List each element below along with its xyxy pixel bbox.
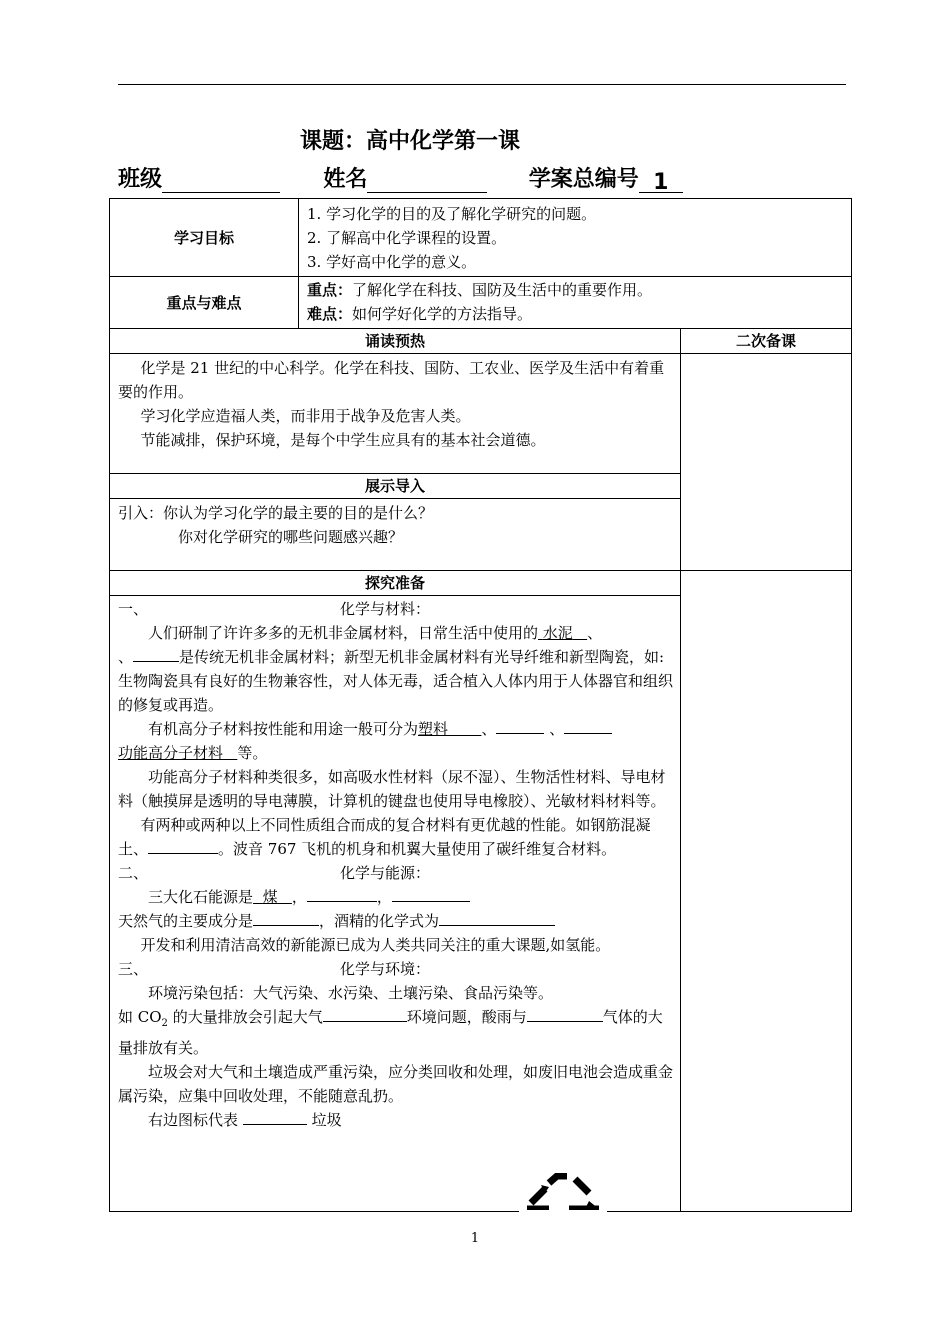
section-2-title: 化学与能源：	[340, 864, 431, 882]
pollution-text: 环境污染包括：大气污染、水污染、土壤污染、食品污染等。	[148, 984, 554, 1002]
number-value: 1	[639, 170, 683, 193]
blank-polymer-2[interactable]	[496, 717, 544, 734]
class-label: 班级	[118, 167, 163, 192]
lesson-table	[109, 198, 852, 1212]
reading-p3: 节能减排，保护环境，是每个中学生应具有的基本社会道德。	[140, 431, 546, 449]
revision-notes-2[interactable]	[681, 571, 852, 1212]
revision-notes-1[interactable]	[681, 354, 852, 571]
page-title: 课题：高中化学第一课	[300, 129, 521, 154]
fill-functional-polymer: 功能高分子材料	[118, 744, 224, 762]
page-number: 1	[470, 1231, 480, 1246]
materials-text: 人们研制了许许多多的无机非金属材料，日常生活中使用的	[148, 624, 539, 642]
class-blank[interactable]	[162, 170, 280, 193]
blank-composite[interactable]	[148, 837, 218, 854]
icon-question-text: 右边图标代表	[148, 1111, 239, 1129]
reading-header: 诵读预热	[110, 329, 681, 354]
polymer-text: 有机高分子材料按性能和用途一般可分为	[148, 720, 419, 738]
recycle-icon	[519, 1173, 607, 1213]
objective-item: 1. 学习化学的目的及了解化学研究的问题。	[307, 205, 597, 223]
keypoints-label: 重点与难点	[110, 277, 299, 329]
blank-garbage-type[interactable]	[243, 1108, 307, 1125]
section-1-number: 一、	[118, 600, 149, 618]
fill-plastic: 塑料	[418, 720, 449, 738]
blank-fossil-3[interactable]	[392, 885, 470, 902]
section-3-number: 三、	[118, 960, 149, 978]
functional-polymer-text: 功能高分子材料种类很多，如高吸水性材料（尿不湿）、生物活性材料、导电材料（触摸屏是透明的导电薄膜，计算机的键盘也使用导电橡胶）、光敏材料材料等。	[118, 768, 666, 810]
intro-header: 展示导入	[110, 474, 681, 499]
key-label: 重点：	[307, 281, 353, 299]
objective-item: 3. 学好高中化学的意义。	[307, 253, 477, 271]
composite-text: 有两种或两种以上不同性质组合而成的复合材料有更优越的性能。如钢筋混凝土、	[118, 816, 651, 858]
key-text: 了解化学在科技、国防及生活中的重要作用。	[352, 281, 653, 299]
objectives-cell	[299, 199, 852, 277]
number-label: 学案总编号	[528, 167, 639, 192]
name-blank[interactable]	[367, 170, 487, 193]
fill-cement: 水泥	[542, 624, 573, 642]
explore-cell: 一、 化学与材料： 人们研制了许许多多的无机非金属材料，日常生活中使用的 水泥 、 、 是传统无机非金属材料；新型无机非金属材料有光导纤维和新型陶瓷，如:生物陶瓷具有良好的生物兼容性，对人体无毒，适合植入人体内用于人体器官和组织的修复或再造。 有机高分子材料按性能和用途一般可分为塑料 、 、 功能高分子材料 等。 功能高分子材料种类很多，如高吸水性材料（尿不湿）、生物活性材料、导电材料（触摸屏是透明的导电薄膜，计算机的键盘也使用导电橡胶）、光敏材料材料等。 有两种或两种以上不同性质组合而成的复合材料有更优越的性能。如钢筋混凝土、 。波音 767 飞机的机身和机翼大量使用了碳纤维复合材料。 二、 化学与能源： 三大化石能源是 煤 ， ， 天然气的主要成分是 ，酒精的化学式为 开发和利用清洁高效的新能源已成为人类共同关注的重大课题,如氢能。 三、 化学与环境： 环境污染包括：大气污染、水污染、土壤污染、食品污染等。 如 $CO_2$ 的大量排放会引起大气 环境问题，酸雨与 气体的大量排放有关。 垃圾会对大气和土壤造成严重污染，应分类回收和处理，如废旧电池会造成重金属污染，应集中回收处理，不能随意乱扔。 右边图标代表 垃圾	[110, 596, 681, 1212]
reading-p1: 化学是 21 世纪的中心科学。化学在科技、国防、工农业、医学及生活中有着重要的作用。	[118, 359, 665, 401]
difficulty-text: 如何学好化学的方法指导。	[352, 305, 533, 323]
blank-ethanol-formula[interactable]	[439, 909, 555, 926]
top-rule	[118, 84, 846, 85]
intro-line2: 你对化学研究的哪些问题感兴趣？	[178, 528, 404, 546]
blank-atmosphere[interactable]	[323, 1005, 407, 1022]
section-1-title: 化学与材料：	[340, 600, 431, 618]
co2-text: 如 CO	[118, 1008, 162, 1026]
revision-header: 二次备课	[681, 329, 852, 354]
explore-header: 探究准备	[110, 571, 681, 596]
blank-natural-gas[interactable]	[253, 909, 319, 926]
intro-line1: 引入：你认为学习化学的最主要的目的是什么？	[118, 504, 434, 522]
objective-item: 2. 了解高中化学课程的设置。	[307, 229, 507, 247]
energy-text: 三大化石能源是	[148, 888, 254, 906]
intro-cell	[110, 499, 681, 571]
keypoints-cell	[299, 277, 852, 329]
new-energy-text: 开发和利用清洁高效的新能源已成为人类共同关注的重大课题,如氢能。	[140, 936, 611, 954]
name-label: 姓名	[323, 167, 368, 192]
difficulty-label: 难点：	[307, 305, 353, 323]
blank-polymer-3[interactable]	[564, 717, 612, 734]
reading-p2: 学习化学应造福人类，而非用于战争及危害人类。	[140, 407, 471, 425]
reading-cell	[110, 354, 681, 474]
student-info-row	[118, 162, 683, 193]
objectives-label: 学习目标	[110, 199, 299, 277]
blank-traditional-material[interactable]	[133, 645, 179, 662]
fill-coal: 煤	[262, 888, 278, 906]
blank-fossil-2[interactable]	[307, 885, 377, 902]
materials-text-2: 是传统无机非金属材料；新型无机非金属材料有光导纤维和新型陶瓷，如:生物陶瓷具有良好的生物兼容性，对人体无毒，适合植入人体内用于人体器官和组织的修复或再造。	[118, 648, 674, 714]
blank-acid-rain-gas[interactable]	[527, 1005, 603, 1022]
section-2-number: 二、	[118, 864, 149, 882]
garbage-text: 垃圾会对大气和土壤造成严重污染，应分类回收和处理，如废旧电池会造成重金属污染，应集中回收处理，不能随意乱扔。	[118, 1063, 674, 1105]
gas-text: 天然气的主要成分是	[118, 912, 254, 930]
section-3-title: 化学与环境：	[340, 960, 431, 978]
